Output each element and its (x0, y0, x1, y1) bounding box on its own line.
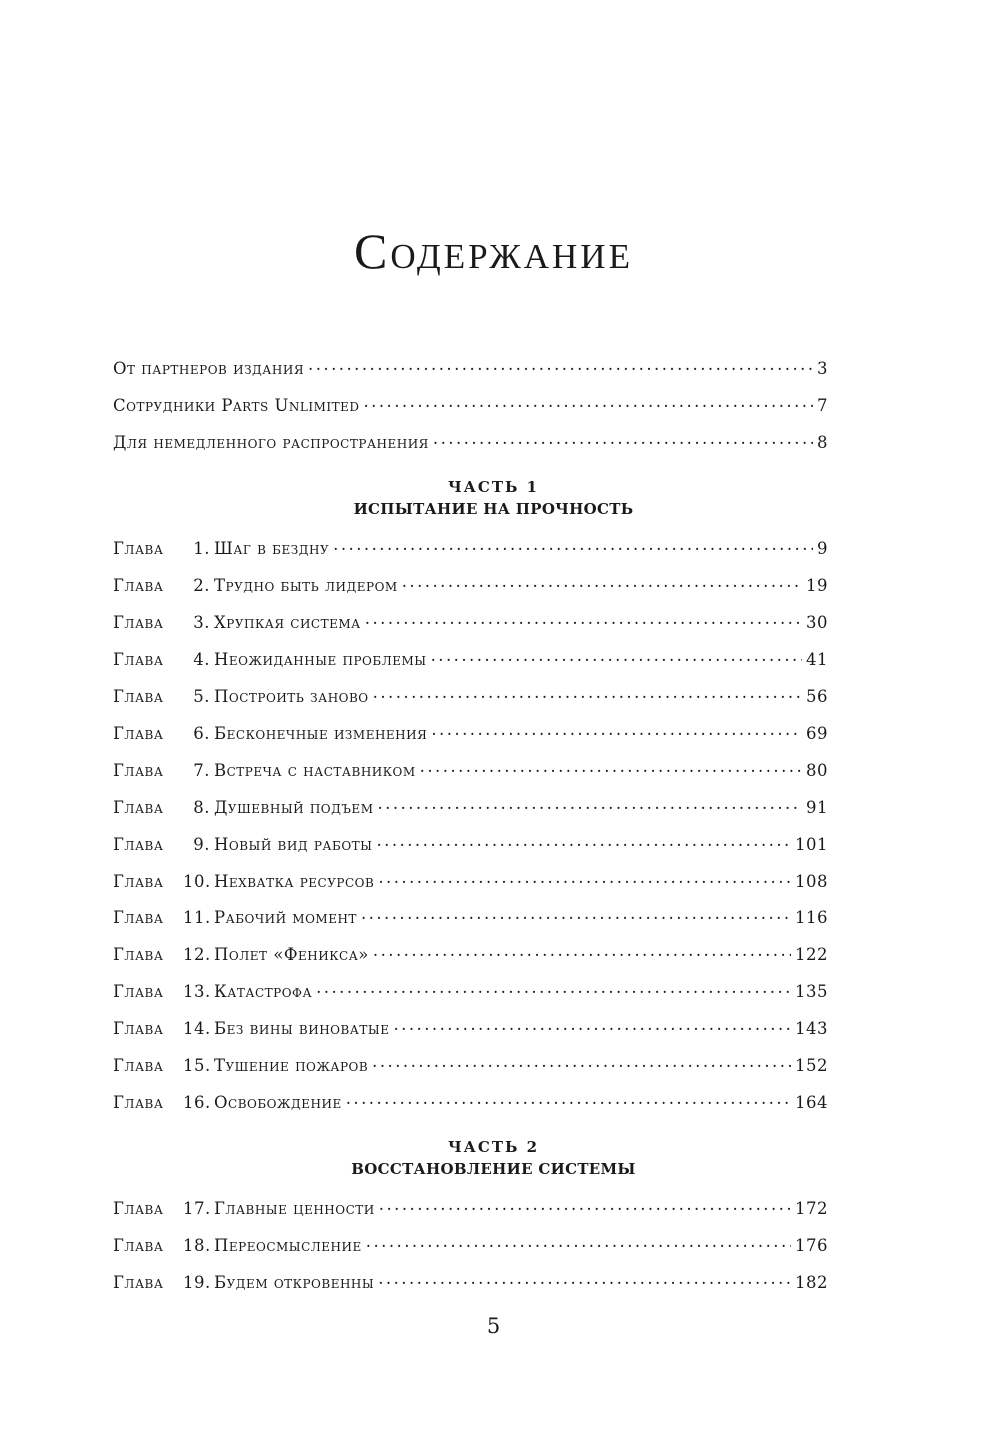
dot-leader (308, 357, 813, 374)
toc-entry-chapter[interactable] (113, 759, 828, 783)
dot-leader (372, 1054, 791, 1071)
chapter-prefix: Глава (113, 723, 164, 743)
dot-leader (373, 943, 791, 960)
dot-leader (346, 1091, 791, 1108)
chapter-prefix: Глава (113, 612, 164, 632)
toc-entry-page: 8 (817, 432, 828, 452)
toc-entry-chapter[interactable] (113, 980, 828, 1004)
chapter-page: 19 (806, 575, 828, 595)
chapter-prefix: Глава (113, 1235, 164, 1255)
chapter-prefix: Глава (113, 1092, 164, 1112)
toc-entry-title: Для немедленного распространения (113, 432, 429, 452)
toc-entry-chapter[interactable] (113, 648, 828, 672)
toc-entry-chapter[interactable] (113, 1054, 828, 1078)
dot-leader (373, 685, 802, 702)
toc-entry-chapter[interactable] (113, 1234, 828, 1258)
chapter-prefix: Глава (113, 1272, 164, 1292)
toc-entry-page: 3 (817, 358, 828, 378)
toc-entry-chapter[interactable] (113, 1017, 828, 1041)
chapter-number: 10. (183, 871, 211, 891)
dot-leader (393, 1017, 791, 1034)
toc-entry-chapter[interactable] (113, 685, 828, 709)
chapter-page: 182 (795, 1272, 828, 1292)
dot-leader (402, 574, 802, 591)
dot-leader (431, 722, 802, 739)
chapter-prefix: Глава (113, 834, 164, 854)
chapter-number: 14. (183, 1018, 211, 1038)
chapter-page: 152 (795, 1055, 828, 1075)
chapter-number: 11. (183, 907, 211, 927)
toc-entry-front[interactable] (113, 431, 828, 455)
chapter-title: Новый вид работы (214, 834, 373, 854)
toc-entry-chapter[interactable] (113, 943, 828, 967)
chapter-number: 5. (193, 686, 210, 706)
part-label: ЧАСТЬ 1 (447, 478, 540, 496)
part-label: ЧАСТЬ 2 (447, 1138, 540, 1156)
chapter-prefix: Глава (113, 1018, 164, 1038)
toc-entry-chapter[interactable] (113, 833, 828, 857)
dot-leader (431, 648, 802, 665)
toc-entry-chapter[interactable] (113, 1091, 828, 1115)
chapter-title: Освобождение (214, 1092, 342, 1112)
chapter-number: 1. (193, 538, 210, 558)
toc-entry-chapter[interactable] (113, 796, 828, 820)
toc-entry-chapter[interactable] (113, 722, 828, 746)
chapter-number: 15. (183, 1055, 211, 1075)
toc-entry-chapter[interactable] (113, 1197, 828, 1221)
chapter-page: 135 (795, 981, 828, 1001)
chapter-page: 69 (806, 723, 828, 743)
toc-entry-chapter[interactable] (113, 611, 828, 635)
page-number: 5 (486, 1314, 501, 1338)
dot-leader (376, 833, 791, 850)
chapter-number: 7. (193, 760, 210, 780)
dot-leader (316, 980, 791, 997)
toc-entry-chapter[interactable] (113, 537, 828, 561)
chapter-prefix: Глава (113, 538, 164, 558)
chapter-page: 30 (806, 612, 828, 632)
chapter-number: 8. (193, 797, 210, 817)
chapter-title: Полет «Феникса» (214, 944, 369, 964)
chapter-number: 12. (183, 944, 211, 964)
chapter-title: Бесконечные изменения (214, 723, 428, 743)
chapter-title: Переосмысление (214, 1235, 362, 1255)
chapter-page: 122 (795, 944, 828, 964)
toc-entry-front[interactable] (113, 357, 828, 381)
chapter-number: 18. (183, 1235, 211, 1255)
toc-entry-chapter[interactable] (113, 906, 828, 930)
chapter-page: 108 (795, 871, 828, 891)
chapter-number: 4. (193, 649, 210, 669)
chapter-prefix: Глава (113, 575, 164, 595)
chapter-page: 116 (795, 907, 828, 927)
chapter-title: Хрупкая система (214, 612, 361, 632)
chapter-page: 176 (795, 1235, 828, 1255)
part-name: ВОССТАНОВЛЕНИЕ СИСТЕМЫ (351, 1160, 636, 1178)
chapter-title: Нехватка ресурсов (214, 871, 375, 891)
dot-leader (333, 537, 813, 554)
dot-leader (433, 431, 813, 448)
chapter-title: Душевный подъем (214, 797, 374, 817)
toc-entry-chapter[interactable] (113, 574, 828, 598)
toc-entry-front[interactable] (113, 394, 828, 418)
chapter-page: 172 (795, 1198, 828, 1218)
chapter-prefix: Глава (113, 981, 164, 1001)
toc-entry-title: Сотрудники Parts Unlimited (113, 395, 360, 415)
toc-entry-chapter[interactable] (113, 1271, 828, 1295)
chapter-page: 41 (806, 649, 828, 669)
part-heading-1 (0, 478, 987, 518)
dot-leader (366, 1234, 791, 1251)
chapter-number: 6. (193, 723, 210, 743)
dot-leader (420, 759, 802, 776)
chapter-prefix: Глава (113, 686, 164, 706)
chapter-number: 17. (183, 1198, 211, 1218)
chapter-page: 101 (795, 834, 828, 854)
part-name: ИСПЫТАНИЕ НА ПРОЧНОСТЬ (353, 500, 634, 518)
chapter-page: 91 (806, 797, 828, 817)
chapter-title: Тушение пожаров (214, 1055, 369, 1075)
dot-leader (379, 1197, 791, 1214)
chapter-page: 164 (795, 1092, 828, 1112)
chapter-prefix: Глава (113, 944, 164, 964)
part-heading-2 (0, 1138, 987, 1178)
chapter-prefix: Глава (113, 871, 164, 891)
chapter-title: Шаг в бездну (214, 538, 330, 558)
dot-leader (378, 870, 791, 887)
chapter-title: Встреча с наставником (214, 760, 416, 780)
dot-leader (363, 394, 813, 411)
chapter-title: Построить заново (214, 686, 369, 706)
chapter-page: 9 (817, 538, 828, 558)
dot-leader (361, 906, 791, 923)
chapter-prefix: Глава (113, 1055, 164, 1075)
chapter-title: Без вины виноватые (214, 1018, 390, 1038)
dot-leader (377, 796, 802, 813)
chapter-title: Неожиданные проблемы (214, 649, 427, 669)
chapter-number: 13. (183, 981, 211, 1001)
chapter-title: Главные ценности (214, 1198, 375, 1218)
chapter-title: Будем откровенны (214, 1272, 375, 1292)
chapter-title: Трудно быть лидером (214, 575, 398, 595)
chapter-prefix: Глава (113, 797, 164, 817)
chapter-number: 19. (183, 1272, 211, 1292)
chapter-number: 2. (193, 575, 210, 595)
chapter-page: 80 (806, 760, 828, 780)
dot-leader (365, 611, 802, 628)
chapter-number: 3. (193, 612, 210, 632)
chapter-prefix: Глава (113, 760, 164, 780)
chapter-prefix: Глава (113, 907, 164, 927)
chapter-prefix: Глава (113, 649, 164, 669)
chapter-title: Рабочий момент (214, 907, 357, 927)
toc-entry-chapter[interactable] (113, 870, 828, 894)
page-title-text: Содержание (354, 223, 633, 279)
page-title (0, 222, 987, 280)
toc-entry-title: От партнеров издания (113, 358, 305, 378)
dot-leader (378, 1271, 791, 1288)
chapter-page: 143 (795, 1018, 828, 1038)
chapter-number: 9. (193, 834, 210, 854)
toc-entry-page: 7 (817, 395, 828, 415)
chapter-title: Катастрофа (214, 981, 313, 1001)
chapter-page: 56 (806, 686, 828, 706)
chapter-prefix: Глава (113, 1198, 164, 1218)
chapter-number: 16. (183, 1092, 211, 1112)
